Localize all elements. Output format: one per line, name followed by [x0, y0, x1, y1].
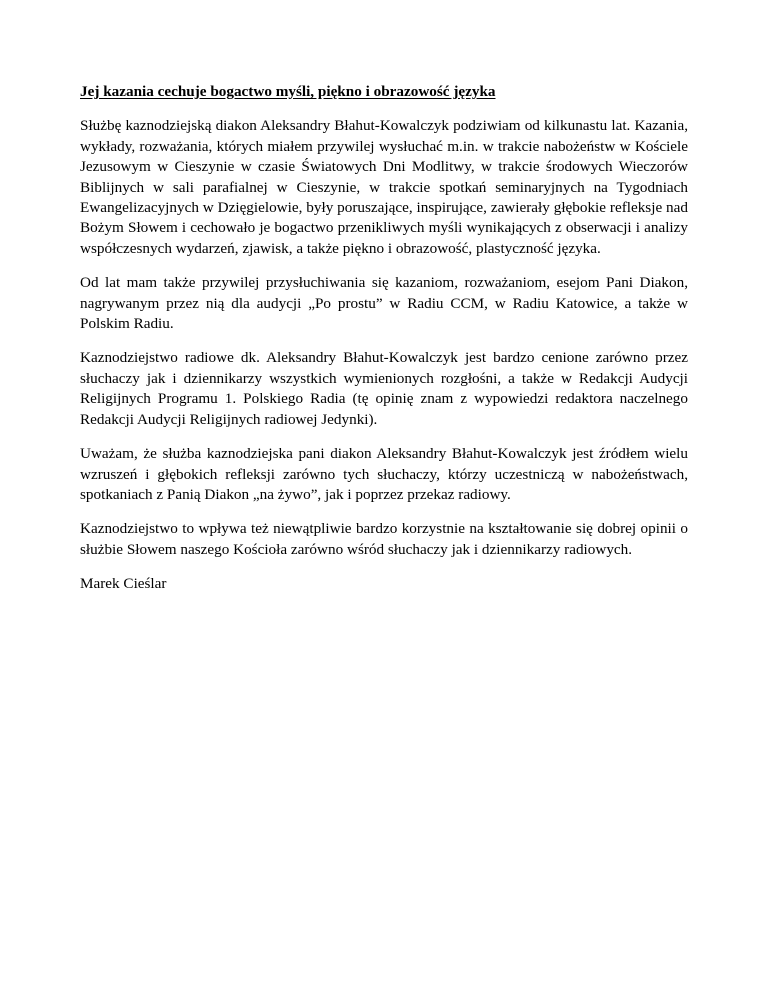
document-title: Jej kazania cechuje bogactwo myśli, piękno i obrazowość języka [80, 83, 496, 100]
paragraph-5: Kaznodziejstwo to wpływa też niewątpliwie bardzo korzystnie na kształtowanie się dobrej opinii o służbie Słowem naszego Kościoła zarówno wśród słuchaczy jak i dziennikarzy radiowych. [80, 520, 688, 558]
paragraph-2: Od lat mam także przywilej przysłuchiwania się kazaniom, rozważaniom, esejom Pani Diakon, nagrywanym przez nią dla audycji „Po prostu” w Radiu CCM, w Radiu Katowice, a także w Polskim Radiu. [80, 274, 688, 333]
document-body [80, 82, 688, 595]
paragraph-1: Służbę kaznodziejską diakon Aleksandry Błahut-Kowalczyk podziwiam od kilkunastu lat. Kazania, wykłady, rozważania, których miałem przywilej wysłuchać m.in. w trakcie nabożeństw w Kościele Jezusowym w Cieszynie w czasie Światowych Dni Modlitwy, w trakcie środowych Wieczorów Biblijnych w sali parafialnej w Cieszynie, w trakcie spotkań seminaryjnych na Tygodniach Ewangelizacyjnych w Dzięgielowie, były poruszające, inspirujące, zawierały głębokie refleksje nad Bożym Słowem i cechowało je bogactwo przenikliwych myśli wynikających z obserwacji i analizy współczesnych wydarzeń, zjawisk, a także piękno i obrazowość, plastyczność języka. [80, 117, 688, 257]
paragraph-4: Uważam, że służba kaznodziejska pani diakon Aleksandry Błahut-Kowalczyk jest źródłem wielu wzruszeń i głębokich refleksji zarówno tych słuchaczy, którzy uczestniczą w nabożeństwach, spotkaniach z Panią Diakon „na żywo”, jak i poprzez przekaz radiowy. [80, 445, 688, 503]
signature: Marek Cieślar [80, 575, 167, 593]
paragraph-3: Kaznodziejstwo radiowe dk. Aleksandry Błahut-Kowalczyk jest bardzo cenione zarówno przez słuchaczy jak i dziennikarzy wszystkich wymienionych rozgłośni, a także w Redakcji Audycji Religijnych Programu 1. Polskiego Radia (tę opinię znam z wypowiedzi redaktora naczelnego Redakcji Audycji Religijnych radiowej Jedynki). [80, 349, 688, 428]
